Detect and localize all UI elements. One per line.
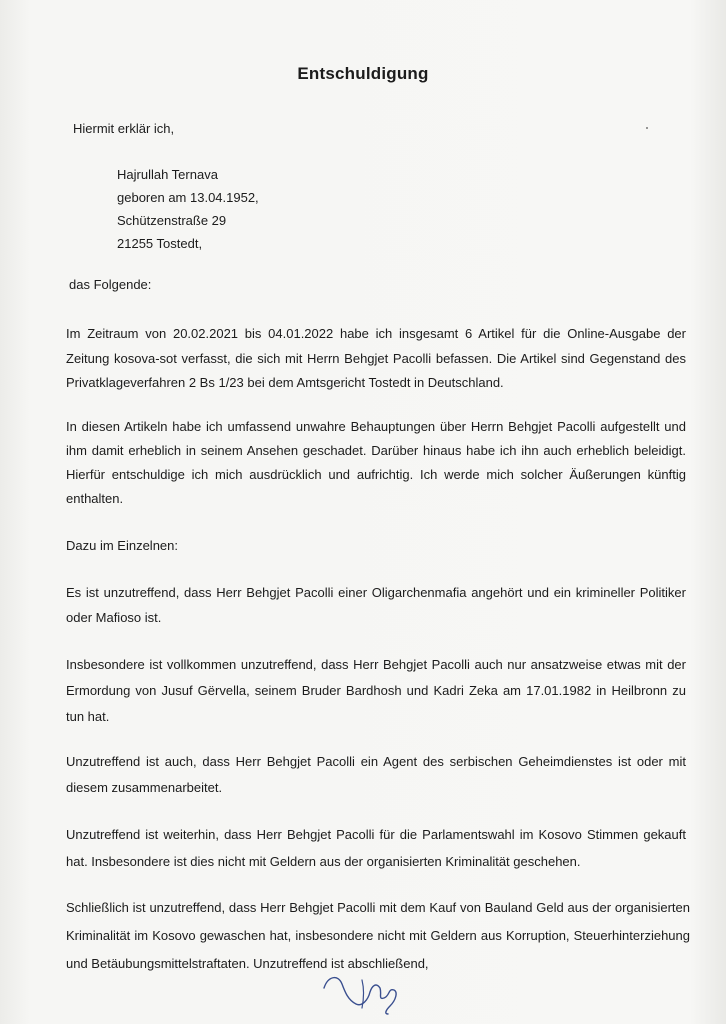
address-block bbox=[117, 163, 259, 255]
paragraph-6: Unzutreffend ist weiterhin, dass Herr Behgjet Pacolli für die Parlamentswahl im Kosovo Stimmen gekauft hat. Insbesondere ist dies nicht mit Geldern aus der organisierten Kriminalität geschehen. bbox=[66, 827, 686, 869]
paragraph-7: Schließlich ist unzutreffend, dass Herr Behgjet Pacolli mit dem Kauf von Bauland Geld aus der organisierten Kriminalität im Kosovo gewaschen hat, insbesondere nicht mit Geldern aus Korruption, Steuerhinterziehung und Betäubungsmittelstraftaten. Unzutreffend ist abschließend, bbox=[66, 900, 690, 971]
dazu-heading: Dazu im Einzelnen: bbox=[66, 538, 178, 553]
address-name: Hajrullah Ternava bbox=[117, 167, 218, 182]
folgende-line: das Folgende: bbox=[69, 277, 152, 292]
intro-line: Hiermit erklär ich, bbox=[73, 121, 175, 136]
handwritten-signature-icon bbox=[318, 970, 408, 1015]
paragraph-2: In diesen Artikeln habe ich umfassend unwahre Behauptungen über Herrn Behgjet Pacolli aufgestellt und ihm damit erheblich in seinem Ansehen geschadet. Darüber hinaus habe ich ihn auch erheblich beleidigt. Hierfür entschuldige ich mich ausdrücklich und aufrichtig. Ich werde mich solcher Äußerungen künftig enthalten. bbox=[66, 419, 686, 506]
paragraph-4: Insbesondere ist vollkommen unzutreffend, dass Herr Behgjet Pacolli auch nur ansatzweise etwas mit der Ermordung von Jusuf Gërvella, seinem Bruder Bardhosh und Kadri Zeka am 17.01.1982 in Heilbronn zu tun hat. bbox=[66, 657, 686, 724]
document-title: Entschuldigung bbox=[297, 64, 429, 83]
address-street: Schützenstraße 29 bbox=[117, 213, 227, 228]
paragraph-1: Im Zeitraum von 20.02.2021 bis 04.01.2022 habe ich insgesamt 6 Artikel für die Online-Ausgabe der Zeitung kosova-sot verfasst, die sich mit Herrn Behgjet Pacolli befassen. Die Artikel sind Gegenstand des Privatklageverfahren 2 Bs 1/23 bei dem Amtsgericht Tostedt in Deutschland. bbox=[66, 326, 686, 390]
paragraph-5: Unzutreffend ist auch, dass Herr Behgjet Pacolli ein Agent des serbischen Geheimdienstes ist oder mit diesem zusammenarbeitet. bbox=[66, 754, 686, 795]
paragraph-3: Es ist unzutreffend, dass Herr Behgjet Pacolli einer Oligarchenmafia angehört und ein krimineller Politiker oder Mafioso ist. bbox=[66, 585, 686, 625]
address-city: 21255 Tostedt, bbox=[117, 236, 203, 251]
address-birth: geboren am 13.04.1952, bbox=[117, 190, 259, 205]
scan-speck bbox=[646, 127, 648, 129]
